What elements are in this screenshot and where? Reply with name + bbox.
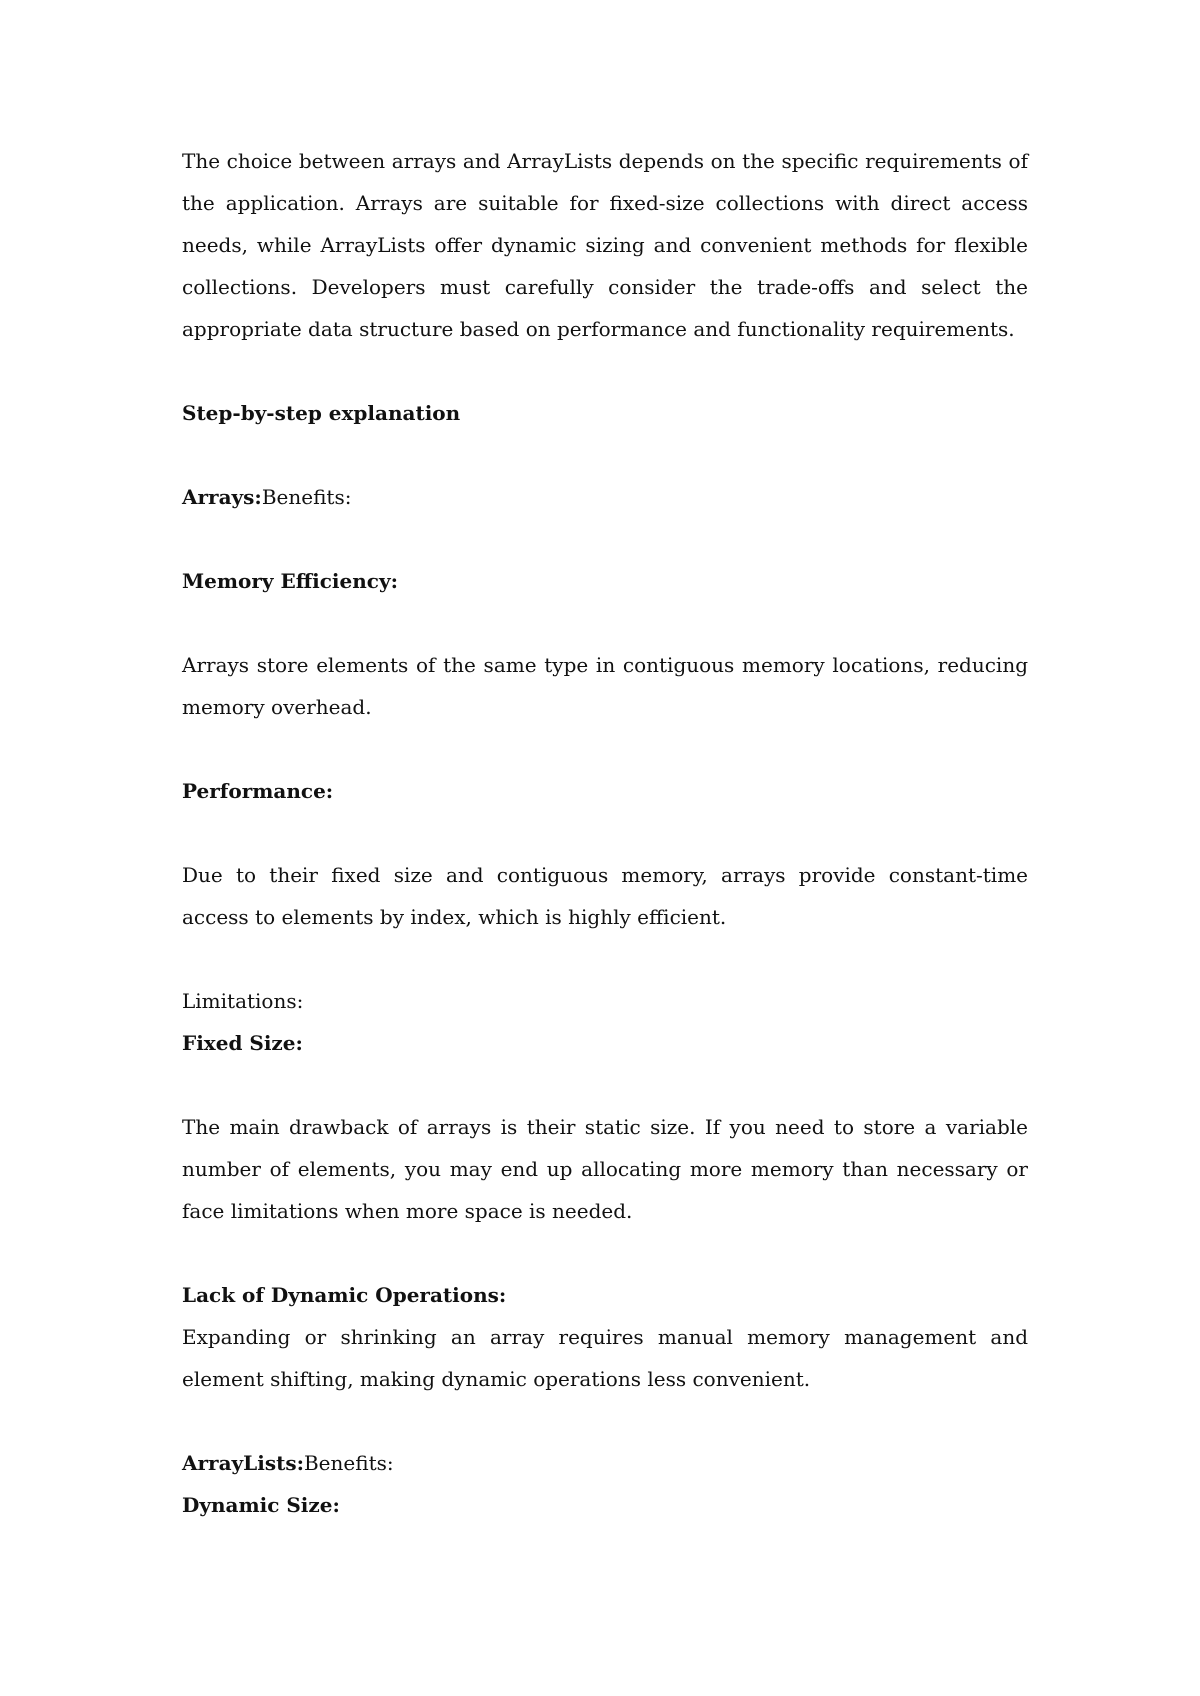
limitations-label: Limitations: [182,989,304,1013]
fixed-size-heading: Fixed Size: [182,1031,303,1055]
arrays-label: Arrays: [182,485,262,509]
document-body [182,140,1028,1526]
performance-text: Due to their fixed size and contiguous memory, arrays provide constant-time access to elements by index, which is highly efficient. [182,863,1028,929]
lack-of-dynamic-operations-heading: Lack of Dynamic Operations: [182,1283,507,1307]
arraylists-benefits-label: Benefits: [303,1451,394,1475]
lack-of-dynamic-operations-text: Expanding or shrinking an array requires manual memory management and element shifting, making dynamic operations less convenient. [182,1325,1028,1391]
memory-efficiency-heading: Memory Efficiency: [182,569,398,593]
memory-efficiency-text: Arrays store elements of the same type in contiguous memory locations, reducing memory overhead. [182,653,1028,719]
intro-paragraph: The choice between arrays and ArrayLists depends on the specific requirements of the application. Arrays are suitable for fixed-size collections with direct access needs, while ArrayLists offer dynamic sizing and convenient methods for flexible collections. Developers must carefully consider the trade-offs and select the appropriate data structure based on performance and functionality requirements. [182,149,1028,341]
dynamic-size-heading: Dynamic Size: [182,1493,340,1517]
arraylists-benefits-line [182,1442,1028,1484]
arrays-benefits-label: Benefits: [261,485,352,509]
fixed-size-text: The main drawback of arrays is their static size. If you need to store a variable number of elements, you may end up allocating more memory than necessary or face limitations when more space is needed. [182,1115,1028,1223]
arraylists-label: ArrayLists: [182,1451,304,1475]
arrays-benefits-line [182,476,1028,518]
step-by-step-heading: Step-by-step explanation [182,401,461,425]
performance-heading: Performance: [182,779,334,803]
